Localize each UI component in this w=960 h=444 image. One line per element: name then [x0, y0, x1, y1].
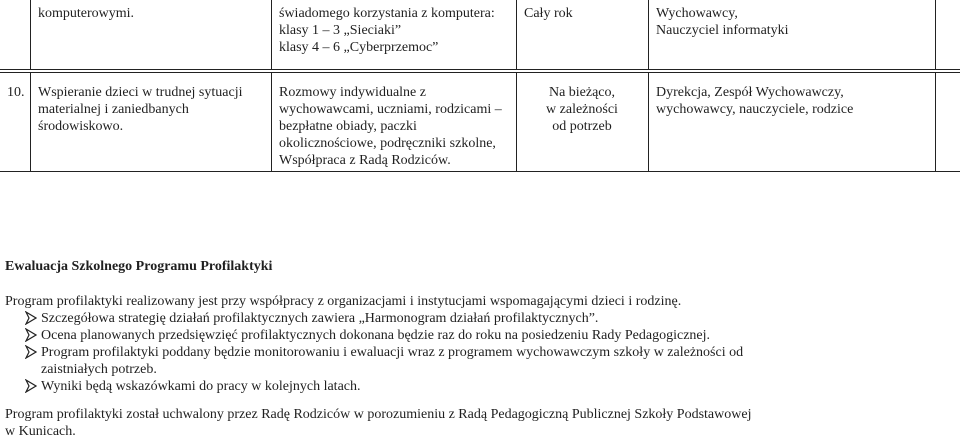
- cell-text: komputerowymi.: [38, 6, 135, 21]
- cell-text: Wychowawcy,: [656, 6, 738, 21]
- cell-text: w zależności: [546, 102, 618, 117]
- cell-text: bezpłatne obiady, paczki: [279, 119, 417, 134]
- cell-text: Rozmowy indywidualne z: [279, 85, 426, 100]
- adoption-note: [5, 406, 955, 440]
- arrow-bullet-icon: [25, 311, 37, 325]
- adoption-note-line: w Kunicach.: [5, 424, 76, 439]
- cell-text: wychowawcy, nauczyciele, rodzice: [656, 102, 854, 117]
- adoption-note-line: Program profilaktyki został uchwalony przez Radę Rodziców w porozumieniu z Radą Pedagogiczną Publicznej Szkoły Podstawowej: [5, 407, 752, 422]
- list-item-text: Ocena planowanych przedsięwzięć profilaktycznych dokonana będzie raz do roku na posiedzeniu Rady Pedagogicznej.: [41, 328, 711, 343]
- table-col-divider: [935, 0, 936, 70]
- arrow-bullet-icon: [25, 379, 37, 393]
- cell-text: Nauczyciel informatyki: [656, 23, 789, 38]
- list-item: [5, 310, 955, 327]
- cell-text: Wspieranie dzieci w trudnej sytuacji: [38, 85, 243, 100]
- evaluation-section: [5, 258, 955, 440]
- cell-text: od potrzeb: [552, 119, 612, 134]
- table-bottom-border: [0, 171, 960, 172]
- table-row-10-goal: [30, 79, 271, 135]
- cell-text: materialnej i zaniedbanych: [38, 102, 189, 117]
- evaluation-bullet-list: [5, 310, 955, 395]
- table-row-10-time: [516, 79, 648, 135]
- cell-text: klasy 1 – 3 „Sieciaki”: [279, 23, 402, 38]
- list-item-text: Szczegółowa strategię działań profilaktycznych zawiera „Harmonogram działań profilaktycznych”.: [41, 311, 599, 326]
- cell-text: klasy 4 – 6 „Cyberprzemoc”: [279, 40, 439, 55]
- list-item-text: Program profilaktyki poddany będzie monitorowaniu i ewaluacji wraz z programem wychowawczym szkoły w zależności od zaistniałych potrzeb.: [41, 345, 744, 377]
- section-heading: Ewaluacja Szkolnego Programu Profilaktyki: [5, 259, 273, 274]
- list-item: [5, 378, 955, 395]
- cell-text: Dyrekcja, Zespół Wychowawczy,: [656, 85, 844, 100]
- evaluation-intro: Program profilaktyki realizowany jest przy współpracy z organizacjami i instytucjami wspomagającymi dzieci i rodzinę.: [5, 294, 682, 309]
- table-row-10-tasks: [271, 79, 516, 169]
- table-row-10-responsible: [648, 79, 935, 118]
- arrow-bullet-icon: [25, 345, 37, 359]
- cell-text: wychowawcami, uczniami, rodzicami –: [279, 102, 502, 117]
- list-item: [5, 344, 955, 378]
- cell-text: Cały rok: [524, 6, 573, 21]
- cell-text: okolicznościowe, podręczniki szkolne,: [279, 136, 496, 151]
- list-item: [5, 327, 955, 344]
- table-col-divider: [935, 72, 936, 172]
- table-row-divider: [0, 72, 960, 73]
- arrow-bullet-icon: [25, 328, 37, 342]
- cell-text: środowiskowo.: [38, 119, 124, 134]
- table-row-prev-goal: [30, 0, 271, 22]
- cell-text: Współpraca z Radą Rodziców.: [279, 153, 451, 168]
- cell-text: Na bieżąco,: [548, 85, 616, 100]
- table-row-prev-responsible: [648, 0, 935, 39]
- table-row-prev-time: [516, 0, 648, 22]
- table-row-divider: [0, 69, 960, 70]
- list-item-text: Wyniki będą wskazówkami do pracy w kolejnych latach.: [41, 379, 361, 394]
- cell-text: 10.: [7, 85, 25, 100]
- cell-text: świadomego korzystania z komputera:: [279, 6, 495, 21]
- table-row-prev-tasks: [271, 0, 516, 56]
- table-row-number: [0, 79, 30, 101]
